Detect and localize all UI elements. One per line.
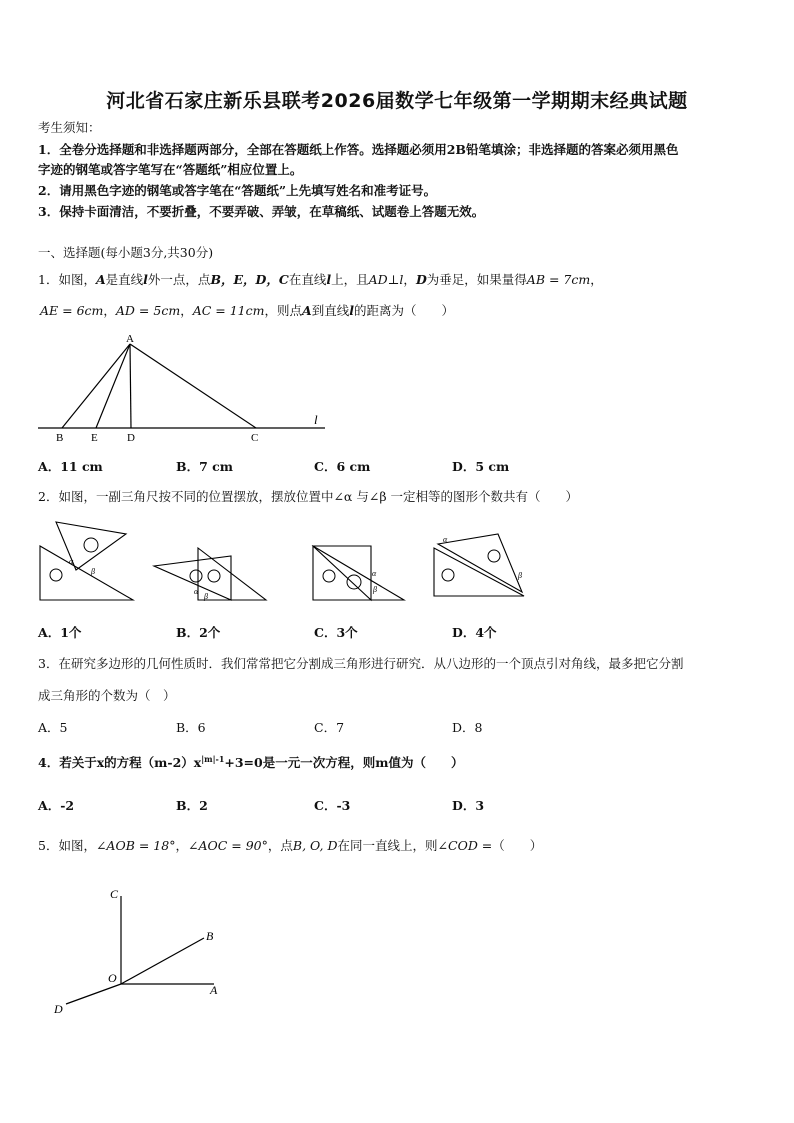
notice-item-3: 3．保持卡面清洁，不要折叠，不要弄破、弄皱，在草稿纸、试题卷上答题无效。 bbox=[38, 204, 485, 219]
q1-label-B: B bbox=[56, 432, 64, 444]
svg-text:α: α bbox=[443, 535, 448, 544]
q4-option-d[interactable]: D．3 bbox=[452, 798, 485, 813]
q1-stem-line1: 1．如图，A是直线l外一点，点B，E，D，C在直线l上，且AD⊥l，D为垂足，如果量得AB = 7cm， bbox=[38, 272, 603, 287]
q5-label-D: D bbox=[54, 1002, 63, 1016]
q2-figure-3 bbox=[313, 546, 404, 600]
q1-option-d[interactable]: D．5 cm bbox=[452, 459, 510, 474]
q1-label-D: D bbox=[127, 432, 135, 444]
notice-item-2: 2．请用黑色字迹的钢笔或答字笔在“答题纸”上先填写姓名和准考证号。 bbox=[38, 183, 437, 198]
q3-option-d[interactable]: D．8 bbox=[452, 720, 483, 735]
section-heading: 一、选择题(每小题3分,共30分) bbox=[38, 245, 214, 260]
svg-text:β: β bbox=[91, 567, 95, 576]
q1-option-c[interactable]: C．6 cm bbox=[314, 459, 371, 474]
q5-label-A: A bbox=[210, 983, 218, 997]
q2-option-d[interactable]: D．4个 bbox=[452, 625, 497, 640]
svg-text:α: α bbox=[372, 569, 377, 578]
q2-option-c[interactable]: C．3个 bbox=[314, 625, 358, 640]
q3-stem-line1: 3．在研究多边形的几何性质时．我们常常把它分割成三角形进行研究．从八边形的一个顶点引对角线，最多把它分割 bbox=[38, 656, 684, 671]
q3-option-a[interactable]: A．5 bbox=[38, 720, 68, 735]
q1-option-b[interactable]: B．7 cm bbox=[176, 459, 233, 474]
q5-label-C: C bbox=[110, 887, 119, 901]
svg-text:β: β bbox=[518, 571, 522, 580]
notice-item-1: 1．全卷分选择题和非选择题两部分，全部在答题纸上作答。选择题必须用2B铅笔填涂；非选择题的答案必须用黑色 bbox=[38, 142, 679, 157]
q2-option-a[interactable]: A．1个 bbox=[38, 625, 82, 640]
q2-figure-1 bbox=[40, 522, 133, 600]
q4-stem: 4．若关于x的方程$(m-2)x^{|m|-1}+3=0$是一元一次方程，则m值为（ ） bbox=[38, 753, 464, 770]
q2-figure-4 bbox=[434, 534, 524, 596]
notice-heading: 考生须知： bbox=[38, 120, 101, 135]
q4-option-c[interactable]: C．-3 bbox=[314, 798, 351, 813]
q5-label-O: O bbox=[108, 971, 117, 985]
q5-figure bbox=[44, 880, 244, 1020]
q1-stem-line2: AE = 6cm，AD = 5cm，AC = 11cm，则点A到直线l的距离为（ ） bbox=[40, 303, 454, 318]
q2-figures bbox=[36, 512, 536, 606]
svg-text:α: α bbox=[194, 587, 199, 596]
page-title: 河北省石家庄新乐县联考2026届数学七年级第一学期期末经典试题 bbox=[106, 90, 688, 112]
q1-label-E: E bbox=[91, 432, 98, 444]
q4-option-a[interactable]: A．-2 bbox=[38, 798, 75, 813]
q3-stem-line2: 成三角形的个数为（ ） bbox=[38, 688, 176, 703]
q4-option-b[interactable]: B．2 bbox=[176, 798, 208, 813]
q3-option-c[interactable]: C．7 bbox=[314, 720, 345, 735]
q2-figure-2 bbox=[154, 548, 266, 601]
q1-label-l: l bbox=[314, 412, 318, 427]
svg-text:β: β bbox=[204, 592, 208, 601]
svg-text:α: α bbox=[69, 557, 74, 566]
svg-text:β: β bbox=[373, 585, 377, 594]
q1-figure bbox=[30, 328, 340, 450]
q2-stem: 2．如图，一副三角尺按不同的位置摆放，摆放位置中∠α 与∠β 一定相等的图形个数共有（ ） bbox=[38, 489, 579, 504]
q5-stem: 5．如图，∠AOB = 18°，∠AOC = 90°，点B, O, D在同一直线上，则∠COD =（ ） bbox=[38, 838, 543, 853]
q1-label-C: C bbox=[251, 432, 259, 444]
q1-option-a[interactable]: A．11 cm bbox=[38, 459, 103, 474]
notice-item-1-cont: 字迹的钢笔或答字笔写在“答题纸”相应位置上。 bbox=[38, 162, 303, 177]
q3-option-b[interactable]: B．6 bbox=[176, 720, 206, 735]
q2-option-b[interactable]: B．2个 bbox=[176, 625, 221, 640]
q5-label-B: B bbox=[206, 929, 214, 943]
q1-label-A: A bbox=[126, 333, 134, 345]
